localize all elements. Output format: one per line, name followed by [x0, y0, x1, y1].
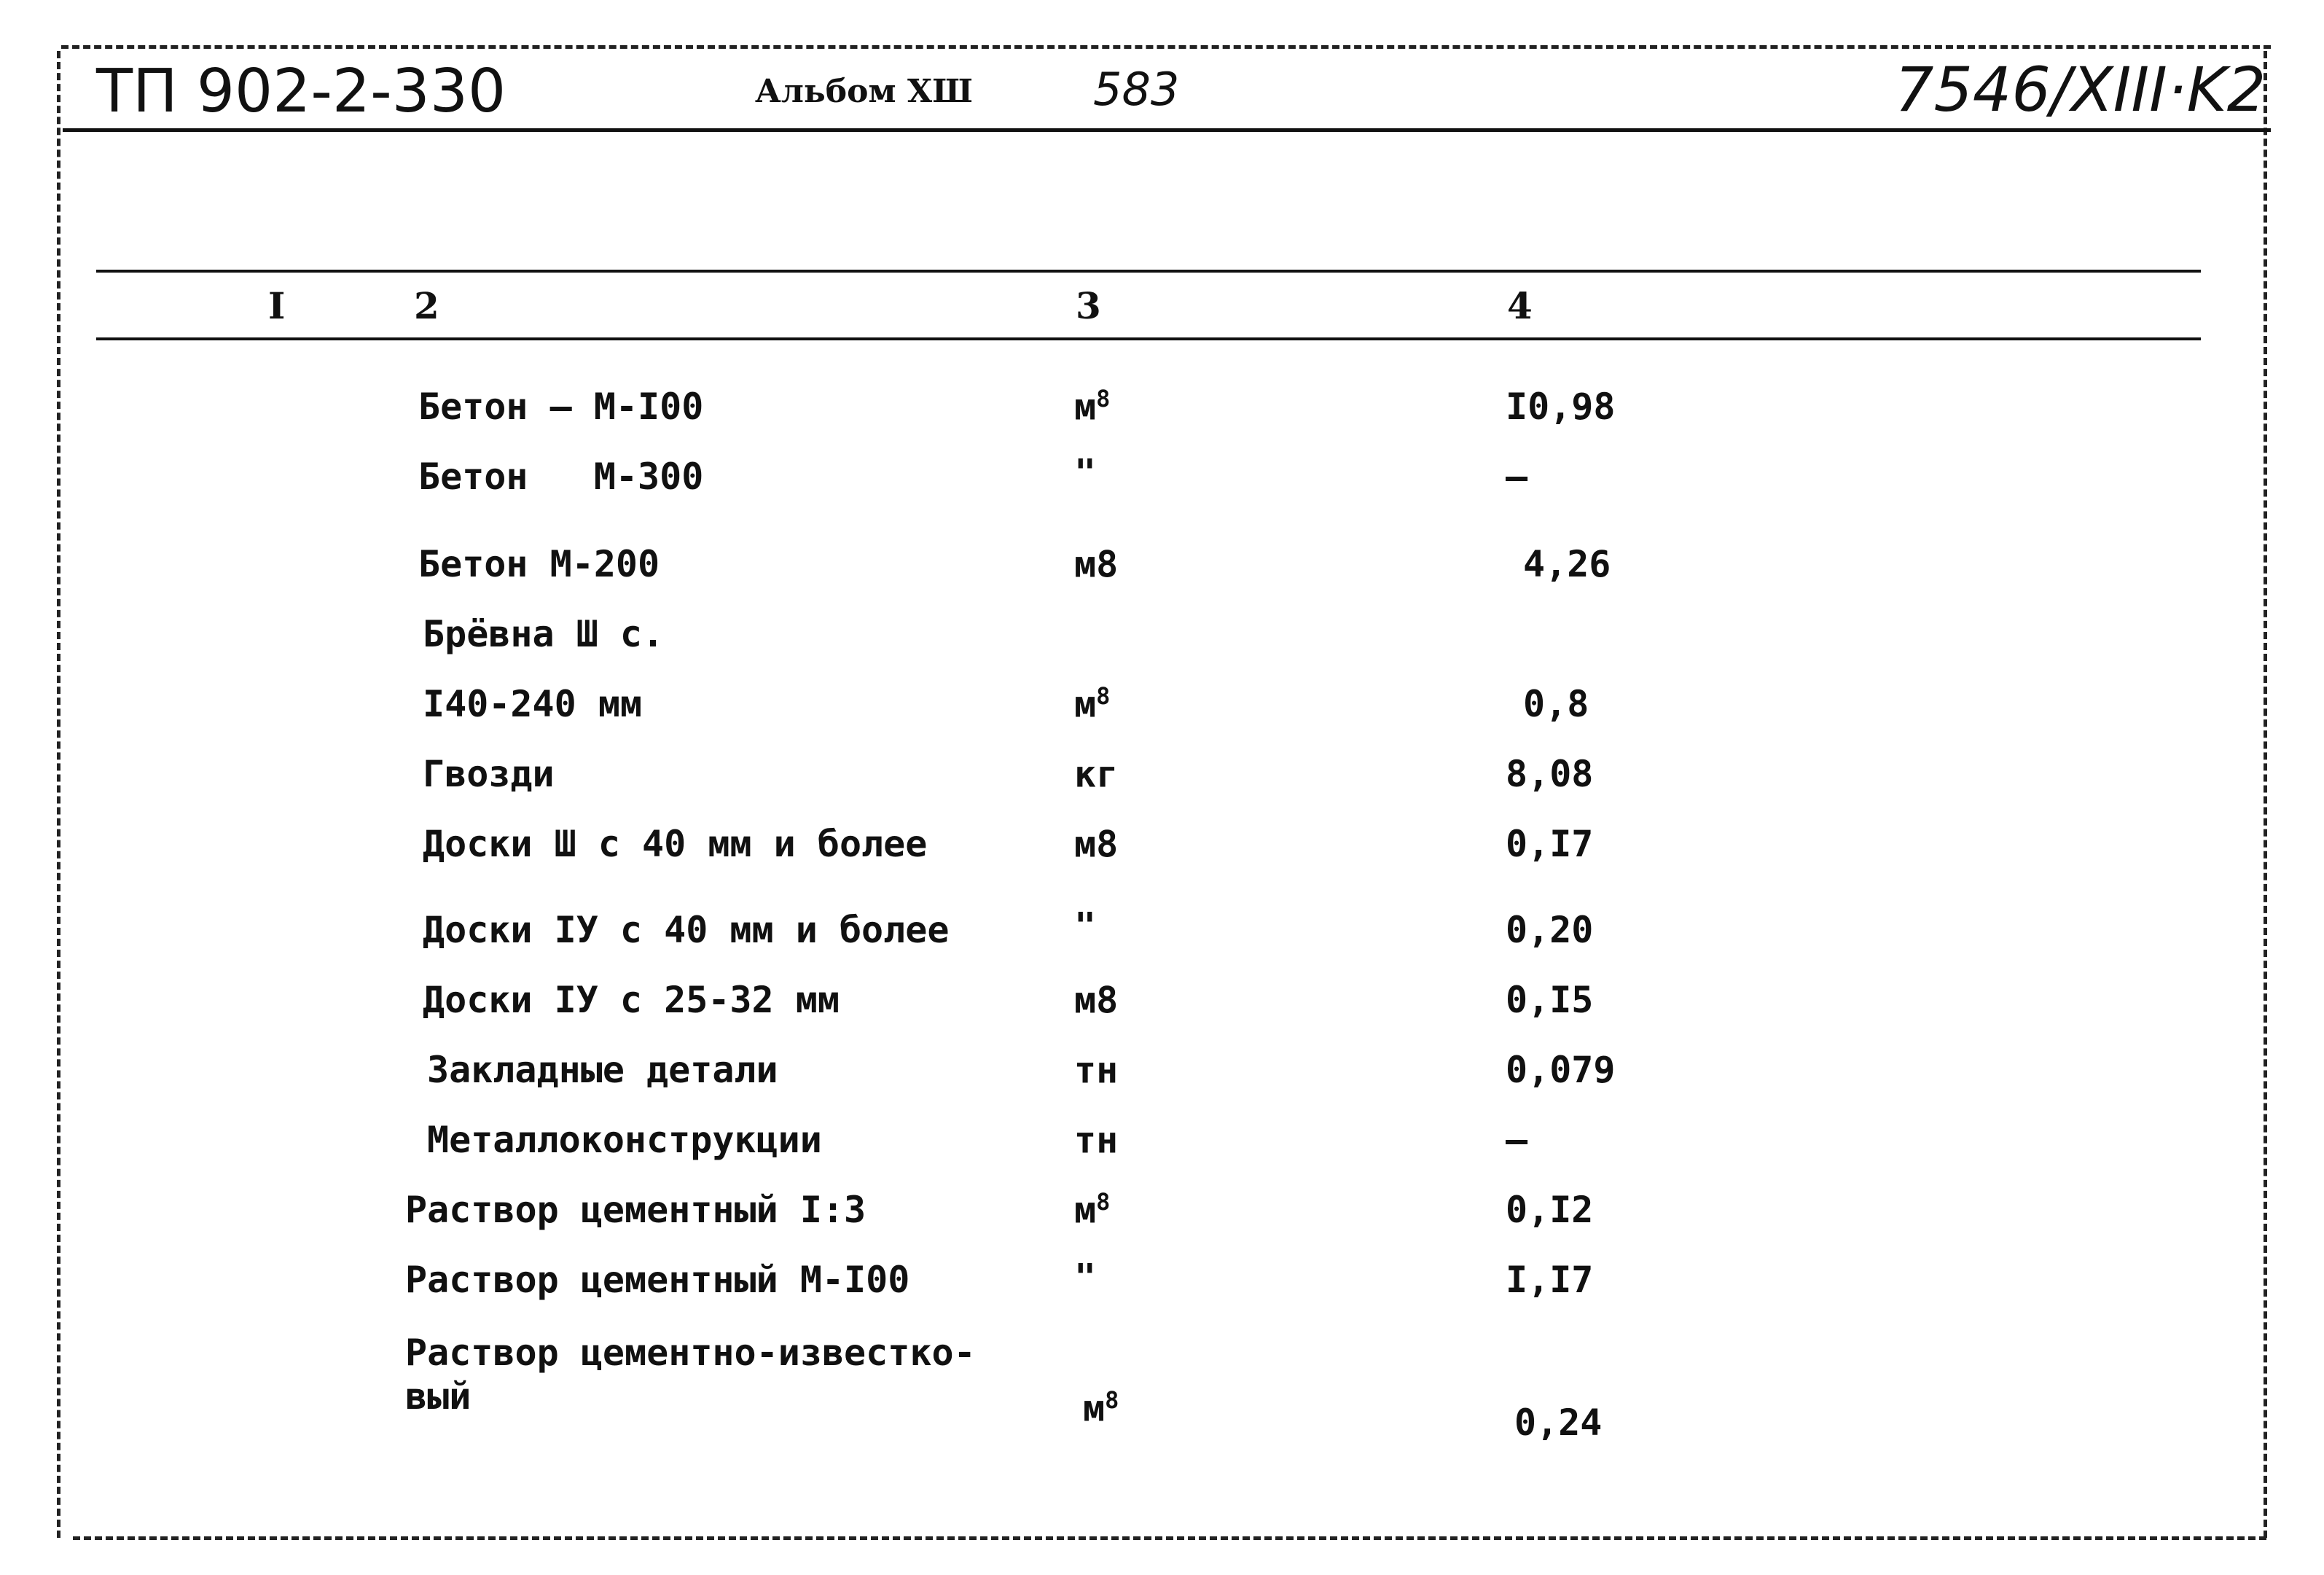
unit-text: " — [1074, 1256, 1097, 1299]
material-name: Доски IУ с 25-32 мм — [423, 979, 840, 1021]
column-header-1: I — [268, 284, 286, 327]
unit-cell — [1083, 1386, 1119, 1431]
frame-border-left — [57, 51, 60, 1538]
column-header-3: 3 — [1076, 284, 1101, 327]
material-name: I40-240 мм — [423, 683, 643, 725]
unit-cell — [1074, 752, 1118, 797]
unit-text: м8 — [1074, 543, 1119, 586]
quantity-cell: 4,26 — [1523, 543, 1611, 585]
quantity-cell: I,I7 — [1506, 1259, 1594, 1301]
unit-superscript: 8 — [1096, 682, 1111, 710]
frame-border-top — [61, 45, 2271, 49]
material-name: Бетон М-300 — [418, 456, 704, 498]
unit-text: кг — [1074, 753, 1119, 796]
unit-cell — [1074, 682, 1110, 727]
unit-cell — [1074, 1048, 1118, 1093]
unit-superscript: 8 — [1096, 385, 1111, 413]
quantity-cell: 0,I5 — [1506, 979, 1594, 1021]
column-header-2: 2 — [414, 284, 439, 327]
material-name: Металлоконструкции — [427, 1119, 822, 1161]
unit-text: м8 — [1074, 979, 1119, 1022]
material-name: Доски IУ с 40 мм и более — [423, 909, 950, 951]
material-name: Раствор цементно-известко- вый — [405, 1332, 976, 1418]
material-name: Гвозди — [423, 753, 555, 795]
unit-text: тн — [1074, 1049, 1119, 1092]
material-name: Раствор цементный I:3 — [405, 1189, 866, 1231]
unit-text: м — [1083, 1387, 1106, 1430]
quantity-cell: 0,8 — [1523, 683, 1589, 725]
unit-cell — [1074, 978, 1118, 1023]
material-name: Закладные детали — [427, 1049, 778, 1091]
material-name: Брёвна Ш с. — [423, 613, 665, 655]
unit-text: м — [1074, 386, 1097, 429]
unit-superscript: 8 — [1096, 1188, 1111, 1216]
unit-cell — [1074, 904, 1096, 948]
material-name: Бетон – М-I00 — [418, 386, 704, 428]
unit-cell — [1074, 450, 1096, 495]
quantity-cell: 0,079 — [1506, 1049, 1616, 1091]
quantity-cell: 0,24 — [1514, 1402, 1603, 1444]
unit-text: тн — [1074, 1119, 1119, 1162]
column-header-4: 4 — [1507, 284, 1533, 327]
unit-text: " — [1074, 451, 1097, 494]
unit-superscript: 8 — [1105, 1386, 1119, 1414]
frame-border-bottom — [73, 1536, 2266, 1540]
album-label: Альбом ХШ — [755, 73, 973, 110]
quantity-cell: 0,20 — [1506, 909, 1594, 951]
material-name: Бетон М-200 — [418, 543, 660, 585]
unit-cell — [1074, 822, 1118, 867]
unit-text: м8 — [1074, 823, 1119, 866]
quantity-cell: 0,I7 — [1506, 823, 1594, 865]
unit-cell — [1074, 385, 1110, 429]
table-header-rule — [96, 337, 2201, 340]
sheet-number: 583 — [1093, 63, 1180, 116]
unit-text: " — [1074, 904, 1097, 947]
quantity-cell: – — [1506, 456, 1528, 498]
unit-cell — [1074, 1118, 1118, 1162]
header-rule — [63, 128, 2271, 132]
quantity-cell: I0,98 — [1506, 386, 1616, 428]
unit-text: м — [1074, 683, 1097, 726]
unit-cell — [1074, 1188, 1110, 1232]
unit-text: м — [1074, 1189, 1097, 1232]
quantity-cell: 8,08 — [1506, 753, 1594, 795]
inventory-number: 7546/XIII·K2 — [1895, 54, 2266, 125]
document-code: ТП 902-2-330 — [96, 57, 506, 126]
unit-cell — [1074, 1255, 1096, 1300]
material-name: Раствор цементный М-I00 — [405, 1259, 910, 1301]
unit-cell — [1074, 542, 1118, 587]
quantity-cell: 0,I2 — [1506, 1189, 1594, 1231]
material-name: Доски Ш с 40 мм и более — [423, 823, 928, 865]
quantity-cell: – — [1506, 1119, 1528, 1161]
table-top-rule — [96, 270, 2201, 273]
frame-border-right — [2264, 51, 2267, 1538]
